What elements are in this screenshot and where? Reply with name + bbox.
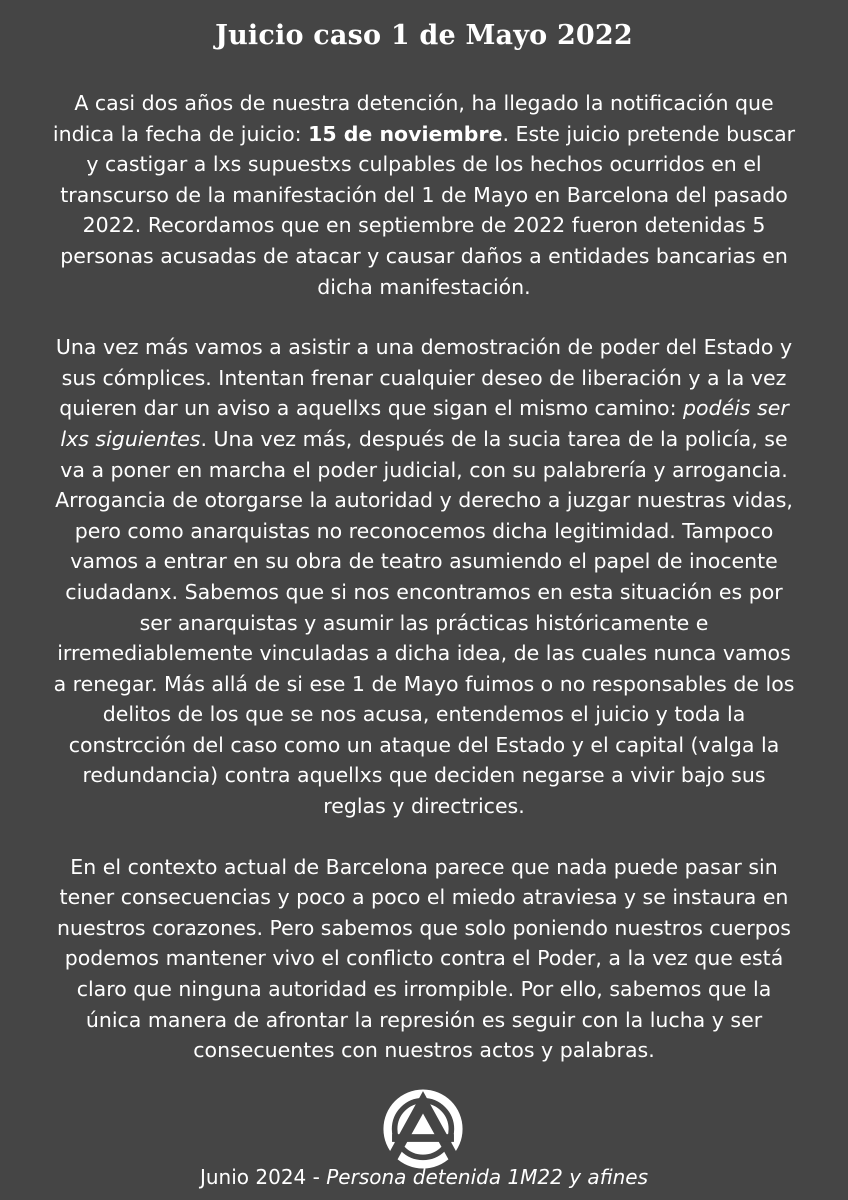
paragraph-1-rest: . Este juicio pretende buscar y castigar a lxs supuestxs culpables de los hechos ocurridos en el transcurso de la manifestación del 1 de Mayo en Barcelona del pasado 2022. Recordamos que en septiembre de 2022 fueron detenidas 5 personas acusadas de atacar y causar daños a entidades bancarias en dicha manifestación. <box>60 121 796 299</box>
anarchy-symbol-icon <box>380 1086 466 1172</box>
footer-author: Persona detenida 1M22 y afines <box>326 1165 649 1189</box>
paragraph-1-intro: A casi dos años de nuestra detención, ha llegado la notificación que indica la fecha de juicio: <box>52 91 774 146</box>
trial-date: 15 de noviembre <box>308 121 503 146</box>
footer-date: Junio 2024 <box>199 1165 307 1189</box>
paragraph-2-rest: . Una vez más, después de la sucia tarea de la policía, se va a poner en marcha el poder judicial, con su palabrería y arrogancia. Arrogancia de otorgarse la autoridad y derecho a juzgar nuestras vidas, pero como anarquistas no reconocemos dicha legitimidad. Tampoco vamos a entrar en su obra de teatro asumiendo el papel de inocente ciudadanx. Sabemos que si nos encontramos en esta situación es por ser anarquistas y asumir las prácticas históricamente e irremediablemente vinculadas a dicha idea, de las cuales nunca vamos a renegar. Más allá de si ese 1 de Mayo fuimos o no responsables de los delitos de los que se nos acusa, entendemos el juicio y toda la constrcción del caso como un ataque del Estado y el capital (valga la redundancia) contra aquellxs que deciden negarse a vivir bajo sus reglas y directrices. <box>53 426 795 819</box>
page-title: Juicio caso 1 de Mayo 2022 <box>215 20 633 51</box>
warning-emphasis: podéis ser lxs siguientes <box>60 396 789 451</box>
paragraph-conclusion: En el contexto actual de Barcelona parece que nada puede pasar sin tener consecuencias y poco a poco el miedo atraviesa y se instaura en nuestros corazones. Pero sabemos que solo poniendo nuestros cuerpos podemos mantener vivo el conflicto contra el Poder, a la vez que está claro que ninguna autoridad es irrompible. Por ello, sabemos que la única manera de afrontar la represión es seguir con la lucha y ser consecuentes con nuestros actos y palabras. <box>57 854 791 1063</box>
paragraph-announcement <box>52 88 796 302</box>
paragraph-2-intro: Una vez más vamos a asistir a una demostración de poder del Estado y sus cómplices. Intentan frenar cualquier deseo de liberación y a la vez quieren dar un aviso a aquellxs que sigan el mismo camino: <box>55 335 793 421</box>
footer-separator: - <box>306 1165 327 1189</box>
anarchy-symbol-crossbar <box>392 1134 454 1142</box>
footer-signature <box>0 1162 848 1192</box>
paragraph-position <box>52 332 796 822</box>
